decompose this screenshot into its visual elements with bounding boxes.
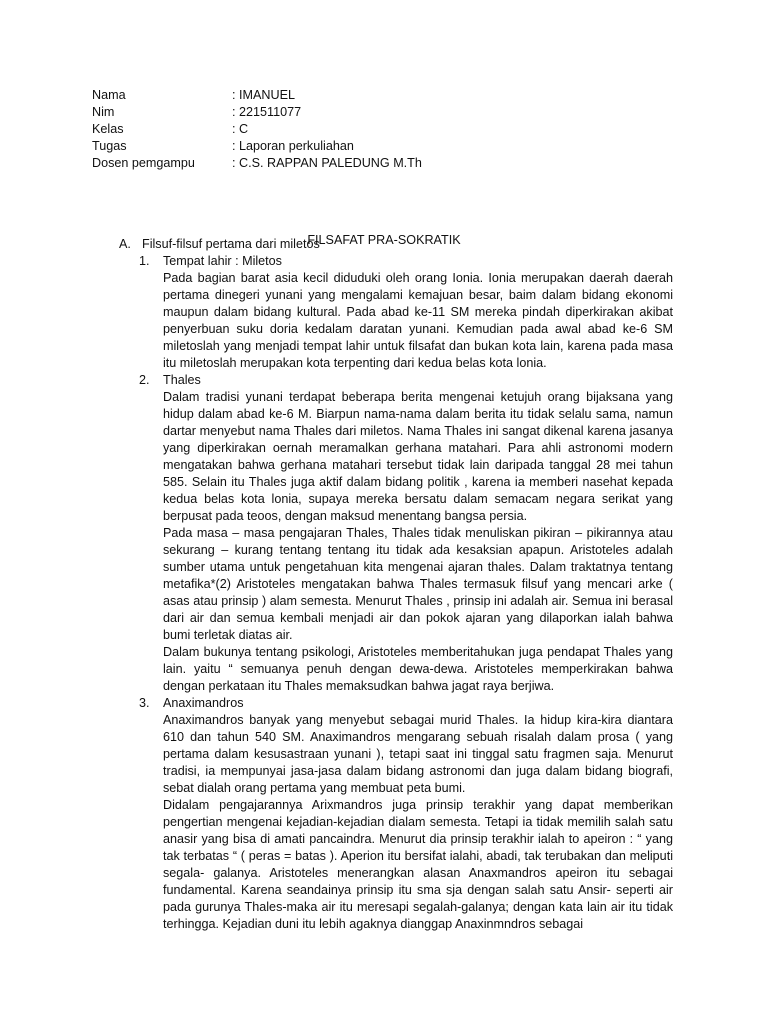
paragraph: Anaximandros banyak yang menyebut sebagai murid Thales. Ia hidup kira-kira diantara 610 dan tahun 540 SM. Anaximandros mengarang sebuah risalah dalam prosa ( yang pertama dalam kesusastraan yunani ), tetapi saat ini tinggal satu fragmen saja. Menurut tradisi, ia mempunyai jasa-jasa dalam bidang astronomi dan juga dalam bidang biografi, sebat dialah orang pertama yang membuat peta bumi. <box>163 713 673 795</box>
paragraph: Pada masa – masa pengajaran Thales, Thales tidak menuliskan pikiran – pikirannya atau sekurang – kurang tentang tentang itu tidak ada kesaksian apapun. Aristoteles adalah sumber utama untuk pengetahuan kita mengenai ajaran thales. Dalam traktatnya tentang metafika*(2) Aristoteles mengatakan bahwa Thales termasuk filsuf yang mencari arke ( asas atau prinsip ) alam semesta. Menurut Thales , prinsip ini adalah air. Semua ini berasal dari air dan semua kembali menjadi air dan pokok ajaran yang dilaporkan ialah bahwa bumi terletak diatas air. <box>163 526 673 642</box>
header-label: Tugas <box>92 139 127 153</box>
header-label: Nama <box>92 88 126 102</box>
header-value: : C.S. RAPPAN PALEDUNG M.Th <box>232 156 422 170</box>
header-row-nim <box>92 104 422 121</box>
section-marker: A. <box>119 237 131 251</box>
header-row-task <box>92 138 422 155</box>
paragraph: Pada bagian barat asia kecil diduduki oleh orang Ionia. Ionia merupakan daerah daerah pertama dinegeri yunani yang mengalami kemajuan besar, baim dalam bidang ekonomi maupun dalam bidang kultural. Pada abad ke-11 SM mereka pindah diperkirakan akibat penyerbuan suku doria kedalam daratan yunani. Kemudian pada awal abad ke-6 SM miletoslah yang menjadi tempat lahir untuk filsafat dan bukan kota lain, karena pada masa itu miletoslah merupakan kota terpenting dari kedua belas kota lonia. <box>163 271 673 370</box>
header-value: : C <box>232 122 249 136</box>
item-number: 1. <box>139 254 150 268</box>
header-value: : Laporan perkuliahan <box>232 139 354 153</box>
list-item-anaximandros <box>119 695 673 933</box>
header-row-lecturer <box>92 155 422 172</box>
header-row-class <box>92 121 422 138</box>
item-title: Thales <box>163 373 201 387</box>
section-a <box>119 236 673 933</box>
header-label: Nim <box>92 105 115 119</box>
item-title: Tempat lahir : Miletos <box>163 254 282 268</box>
paragraph: Dalam tradisi yunani terdapat beberapa berita mengenai ketujuh orang bijaksana yang hidup dalam abad ke-6 M. Biarpun nama-nama dalam berita itu tidak selalu sama, namun dartar menyebut nama Thales dari miletos. Nama Thales ini sangat dikenal karena jasanya yang diperkirakan oernah meramalkan gerhana matahari. Para ahli astronomi modern mengatakan bahwa gerhana matahari tersebut tidak lain daripada tanggal 28 mei tahun 585. Selain itu Thales juga aktif dalam bidang politik , karena ia memberi nasehat kepada kedua belas kota lonia, supaya mereka bersatu dalam semacam negara serikat yang berpusat pada teoos, dengan maksud menentang bangsa persia. <box>163 390 673 523</box>
list-item-thales <box>119 372 673 695</box>
item-number: 2. <box>139 373 150 387</box>
document-title: FILSAFAT PRA-SOKRATIK <box>307 233 461 247</box>
header-row-name <box>92 87 422 104</box>
item-title: Anaximandros <box>163 696 244 710</box>
section-heading-text: Filsuf-filsuf pertama dari miletos <box>142 237 320 251</box>
header-label: Kelas <box>92 122 124 136</box>
list-item-miletos <box>119 253 673 372</box>
identity-header <box>92 87 422 172</box>
header-value: : IMANUEL <box>232 88 295 102</box>
header-value: : 221511077 <box>232 105 302 119</box>
section-heading <box>119 236 673 253</box>
header-label: Dosen pemgampu <box>92 156 195 170</box>
paragraph: Didalam pengajarannya Arixmandros juga prinsip terakhir yang dapat memberikan pengertian mengenai kejadian-kejadian dialam semesta. Tetapi ia tidak memilih salah satu anasir yang bisa di amati pancaindra. Menurut dia prinsip terakhir ialah to apeiron : “ yang tak terbatas “ ( peras = batas ). Aperion itu bersifat ialahi, abadi, tak terubakan dan meliputi segala- galanya. Aristoteles menerangkan alasan Anaxmandros apeiron itu sebagai fundamental. Karena seandainya prinsip itu sma sja dengan salah satu Ansir- seperti air pada gurunya Thales-maka air itu meresapi segalah-galanya; dengan kata lain air itu tidak terhingga. Kejadian duni itu lebih agaknya dianggap Anaxinmndros sebagai <box>163 798 673 931</box>
paragraph: Dalam bukunya tentang psikologi, Aristoteles memberitahukan juga pendapat Thales yang lain. yaitu “ semuanya penuh dengan dewa-dewa. Aristoteles memperkirakan bahwa dengan perkataan itu Thales memaksudkan bahwa jagat raya berjiwa. <box>163 645 673 693</box>
item-number: 3. <box>139 696 150 710</box>
